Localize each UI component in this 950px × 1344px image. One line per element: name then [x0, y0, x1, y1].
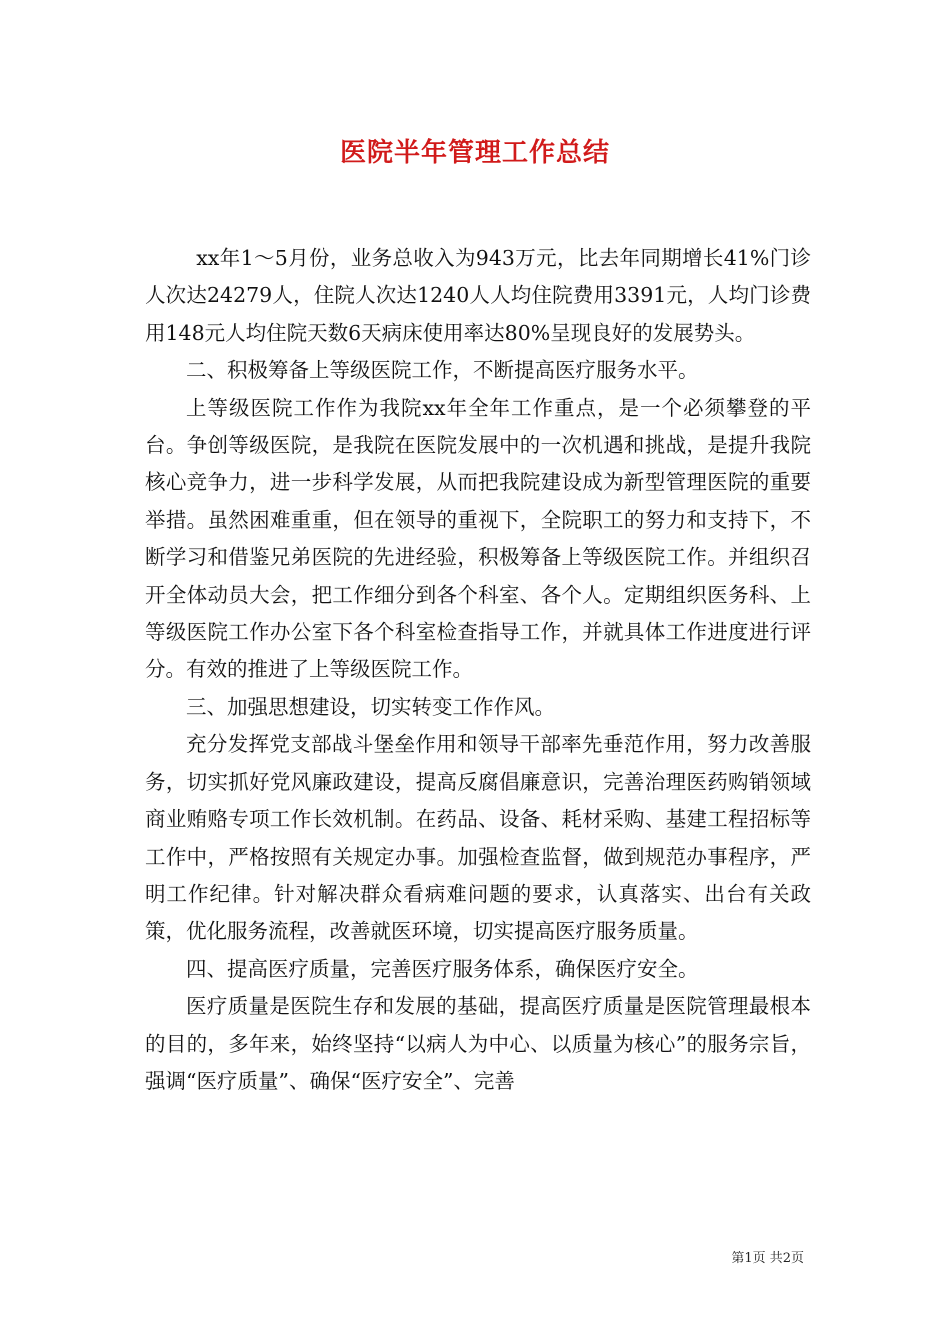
paragraph-section-4: 医疗质量是医院生存和发展的基础，提高医疗质量是医院管理最根本的目的，多年来，始终坚持“以病人为中心、以质量为核心”的服务宗旨，强调“医疗质量”、确保“医疗安全”、完善	[145, 994, 811, 1093]
paragraph-section-2: 上等级医院工作作为我院xx年全年工作重点，是一个必须攀登的平台。争创等级医院，是我院在医院发展中的一次机遇和挑战，是提升我院核心竞争力，进一步科学发展，从而把我院建设成为新型管理医院的重要举措。虽然困难重重，但在领导的重视下，全院职工的努力和支持下，不断学习和借鉴兄弟医院的先进经验，积极筹备上等级医院工作。并组织召开全体动员大会，把工作细分到各个科室、各个人。定期组织医务科、上等级医院工作办公室下各个科室检查指导工作，并就具体工作进度进行评分。有效的推进了上等级医院工作。	[145, 395, 811, 682]
section-heading-3: 三、加强思想建设，切实转变工作作风。	[186, 694, 555, 719]
document-body	[145, 240, 811, 1100]
page-number: 第1页 共2页	[731, 1251, 804, 1266]
section-heading-2: 二、积极筹备上等级医院工作，不断提高医疗服务水平。	[186, 358, 699, 383]
document-title: 医院半年管理工作总结	[339, 138, 610, 168]
paragraph-intro: xx年1～5月份，业务总收入为943万元，比去年同期增长41%门诊人次达24279人，住院人次达1240人人均住院费用3391元，人均门诊费用148元人均住院天数6天病床使用率达80%呈现良好的发展势头。	[145, 246, 811, 345]
section-heading-4: 四、提高医疗质量，完善医疗服务体系，确保医疗安全。	[186, 956, 699, 981]
paragraph-section-3: 充分发挥党支部战斗堡垒作用和领导干部率先垂范作用，努力改善服务，切实抓好党风廉政建设，提高反腐倡廉意识，完善治理医药购销领域商业贿赂专项工作长效机制。在药品、设备、耗材采购、基建工程招标等工作中，严格按照有关规定办事。加强检查监督，做到规范办事程序，严明工作纪律。针对解决群众看病难问题的要求，认真落实、出台有关政策，优化服务流程，改善就医环境，切实提高医疗服务质量。	[145, 732, 811, 944]
